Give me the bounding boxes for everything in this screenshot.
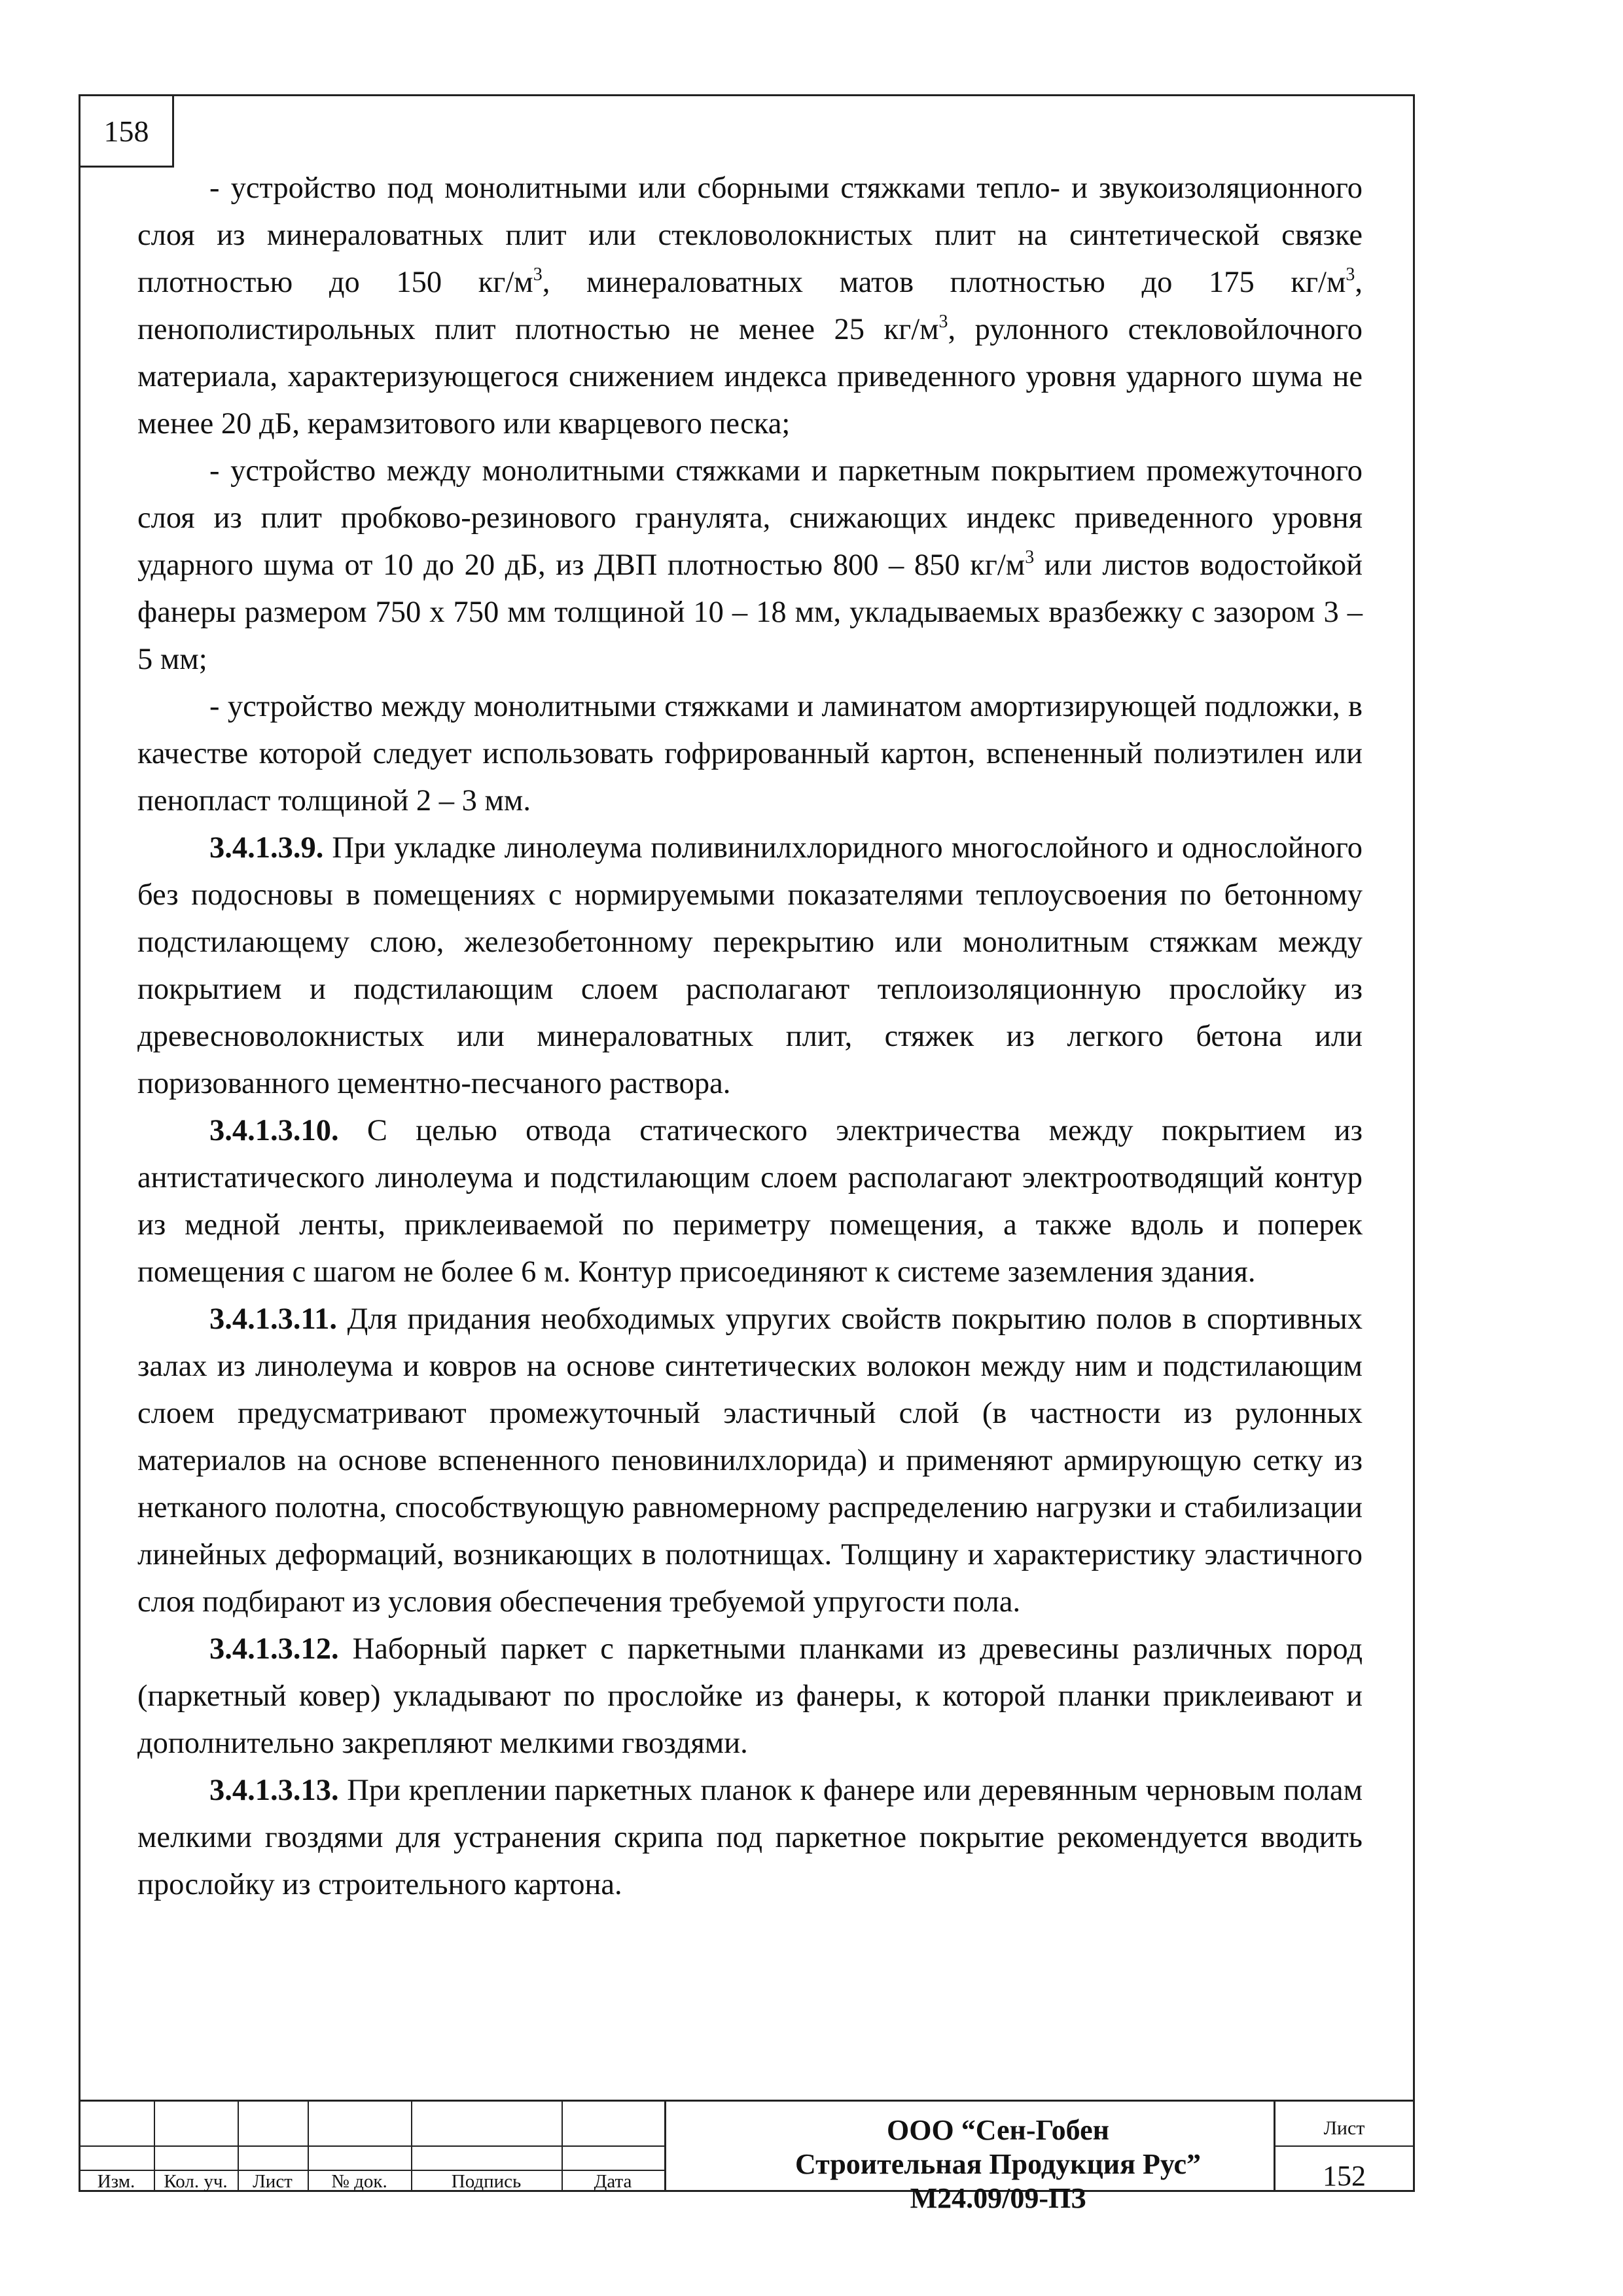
clause-3-4-1-3-10: 3.4.1.3.10. С целью отвода статического электричества между покрытием из антистатического линолеума и подстилающим слоем располагают электроотводящий контур из медной ленты, приклеиваемой по периметру помещения, а также вдоль и поперек помещения с шагом не более 6 м. Контур присоединяют к системе заземления здания. (137, 1114, 1363, 1289)
caption-signature: Подпись (451, 2171, 522, 2192)
clause-3-4-1-3-13: 3.4.1.3.13. При креплении паркетных планок к фанере или деревянным черновым полам мелкими гвоздями для устранения скрипа под паркетное покрытие рекомендуется вводить прослойку из строительного картона. (137, 1774, 1363, 1901)
clause-3-4-1-3-11: 3.4.1.3.11. Для придания необходимых упругих свойств покрытию полов в спортивных залах из линолеума и ковров на основе синтетических волокон между ним и подстилающим слоем предусматривают промежуточный эластичный слой (в частности из рулонных материалов на основе вспененного пеновинилхлорида) и применяют армирующую сетку из нетканого полотна, способствующую равномерному распределению нагрузки и стабилизации линейных деформаций, возникающих в полотнищах. Толщину и характеристику эластичного слоя подбирают из условия обеспечения требуемой упругости пола. (137, 1302, 1363, 1619)
page-number-box (79, 94, 174, 168)
organization-block (664, 2113, 1332, 2215)
paragraph: - устройство между монолитными стяжками и паркетным покрытием промежуточного слоя из плит пробково-резинового гранулята, снижающих индекс приведенного уровня ударного шума от 10 до 20 дБ, из ДВП плотностью 800 – 850 $кг/м^3$ или листов водостойкой фанеры размером 750 х 750 мм толщиной 10 – 18 мм, укладываемых вразбежку с зазором 3 – 5 мм; (137, 454, 1363, 676)
clause-number: 3.4.1.3.10. (209, 1114, 339, 1147)
clause-number: 3.4.1.3.13. (209, 1774, 339, 1807)
page-number: 158 (103, 114, 149, 148)
caption-doc-number: № док. (331, 2171, 387, 2192)
paragraph: - устройство под монолитными или сборными стяжками тепло- и звукоизоляционного слоя из минераловатных плит или стекловолокнистых плит на синтетической связке плотностью до 150 $кг/м^3$, минераловатных матов плотностью до 175 $кг/м^3$, пенополистирольных плит плотностью не менее 25 $кг/м^3$, рулонного стекловойлочного материала, характеризующегося снижением индекса приведенного уровня ударного шума не менее 20 дБ, керамзитового или кварцевого песка; (137, 171, 1363, 440)
clause-number: 3.4.1.3.12. (209, 1632, 339, 1666)
clause-number: 3.4.1.3.9. (209, 831, 324, 865)
sheet-label: Лист (1323, 2117, 1365, 2139)
title-block (79, 2100, 1415, 2214)
clause-3-4-1-3-12: 3.4.1.3.12. Наборный паркет с паркетными планками из древесины различных пород (паркетный ковер) укладывают по прослойке из фанеры, к которой планки приклеивают и дополнительно закрепляют мелкими гвоздями. (137, 1632, 1363, 1760)
caption-kol-uch: Кол. уч. (164, 2171, 228, 2192)
sheet-number: 152 (1323, 2160, 1366, 2192)
document-body (137, 165, 1363, 1909)
stamp-row-line (79, 2145, 664, 2147)
caption-list: Лист (253, 2171, 293, 2192)
document-code: М24.09/09-ПЗ (910, 2182, 1086, 2214)
paragraph: - устройство между монолитными стяжками и ламинатом амортизирующей подложки, в качестве которой следует использовать гофрированный картон, вспененный полиэтилен или пенопласт толщиной 2 – 3 мм. (137, 690, 1363, 817)
caption-date: Дата (594, 2171, 632, 2192)
caption-izm: Изм. (97, 2171, 135, 2192)
organization-name-line2: Строительная Продукция Рус” (794, 2148, 1202, 2180)
clause-3-4-1-3-9: 3.4.1.3.9. При укладке линолеума поливинилхлоридного многослойного и однослойного без подосновы в помещениях с нормируемыми показателями теплоусвоения по бетонному подстилающему слою, железобетонному перекрытию или монолитным стяжкам между покрытием и подстилающим слоем располагают теплоизоляционную прослойку из древесноволокнистых или минераловатных плит, стяжек из легкого бетона или поризованного цементно-песчаного раствора. (137, 831, 1363, 1100)
clause-number: 3.4.1.3.11. (209, 1302, 338, 1336)
organization-name: ООО “Сен-Гобен (887, 2114, 1109, 2146)
